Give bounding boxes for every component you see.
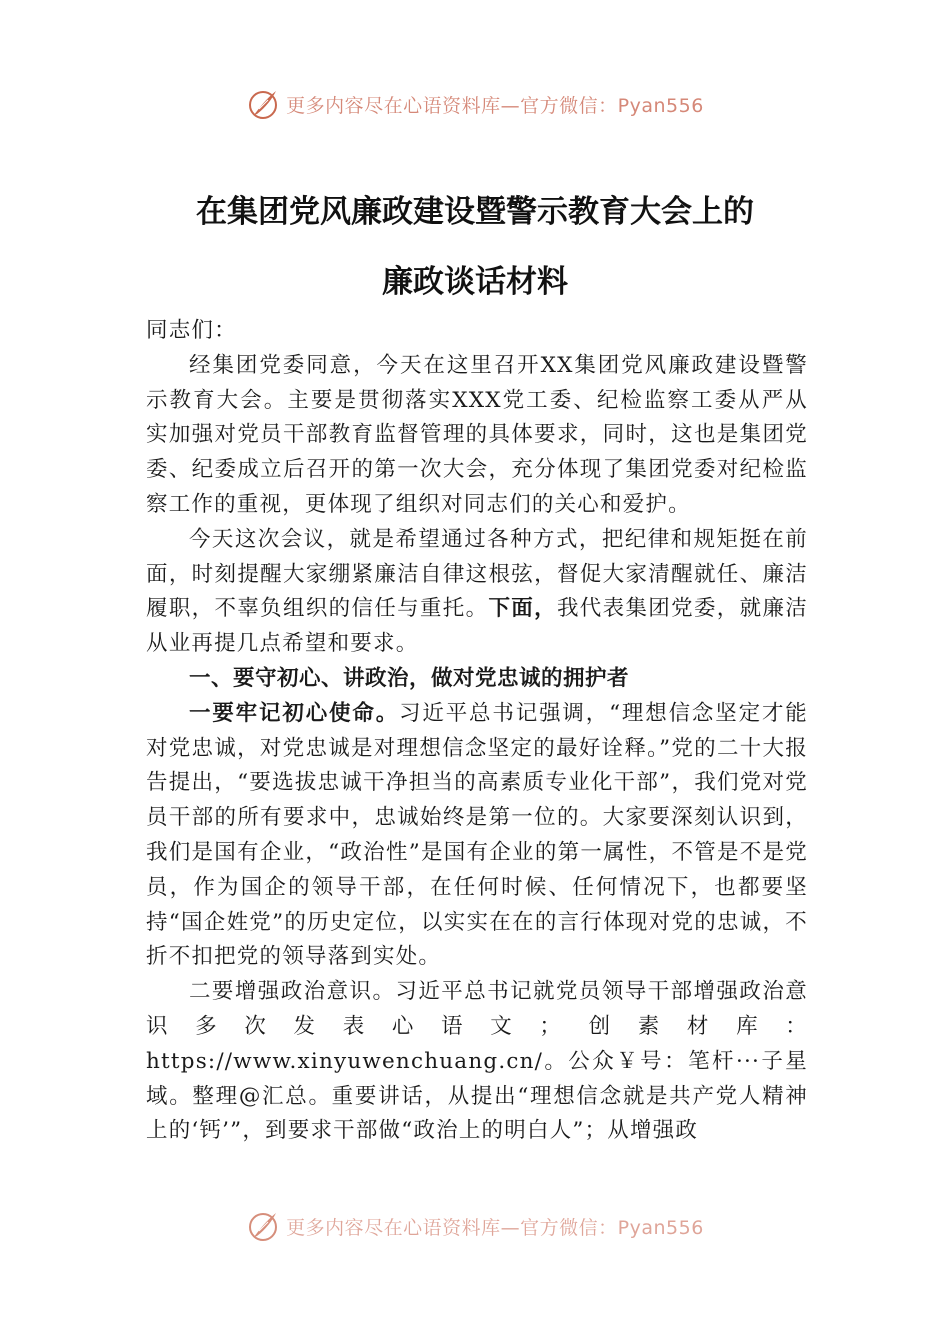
paragraph-4: 二要增强政治意识。习近平总书记就党员领导干部增强政治意识多次发表心语文；创素材库：https://www.xinyuwenchuang.cn/。公众￥号：笔杆···子星域。整理@汇总。重要讲话，从提出“理想信念就是共产党人精神上的‘钙’”，到要求干部做“政治上的明白人”；从增强政	[146, 979, 808, 1144]
section-heading-1: 一、要守初心、讲政治，做对党忠诚的拥护者	[189, 665, 630, 691]
paragraph-2-bold: 下面，	[488, 596, 557, 622]
watermark-text: 更多内容尽在心语资料库—官方微信：Pyan556	[286, 94, 704, 117]
paragraph-3-lead: 一要牢记初心使命。	[189, 700, 400, 726]
paragraph-3	[146, 697, 808, 975]
feather-pen-logo-icon	[246, 87, 280, 121]
salutation: 同志们：	[146, 318, 237, 343]
document-body	[146, 314, 808, 1214]
watermark-footer	[0, 1206, 950, 1246]
paragraph-1: 经集团党委同意，今天在这里召开XX集团党风廉政建设暨警示教育大会。主要是贯彻落实XXX党工委、纪检监察工委从严从实加强对党员干部教育监督管理的具体要求，同时，这也是集团党委、纪委成立后召开的第一次大会，充分体现了集团党委对纪检监察工作的重视，更体现了组织对同志们的关心和爱护。	[146, 352, 808, 517]
paragraph-2	[146, 523, 808, 662]
document-title-line-1: 在集团党风廉政建设暨警示教育大会上的	[196, 194, 754, 230]
paragraph-2-tail: 我代表集团党委，就廉洁从业再提几点希望和要求。	[146, 596, 808, 657]
paragraph-2-text: 今天这次会议，就是希望通过各种方式，把纪律和规矩挺在前面，时刻提醒大家绷紧廉洁自律这根弦，督促大家清醒就任、廉洁履职，不辜负组织的信任与重托。	[146, 526, 808, 622]
feather-pen-logo-icon	[246, 1209, 280, 1243]
watermark-text-footer: 更多内容尽在心语资料库—官方微信：Pyan556	[286, 1216, 704, 1239]
document-title-line-2: 廉政谈话材料	[382, 264, 568, 300]
watermark-header	[0, 84, 950, 124]
paragraph-3-text: 习近平总书记强调，“理想信念坚定才能对党忠诚，对党忠诚是对理想信念坚定的最好诠释。”党的二十大报告提出，“要选拔忠诚干净担当的高素质专业化干部”，我们党对党员干部的所有要求中，忠诚始终是第一位的。大家要深刻认识到，我们是国有企业，“政治性”是国有企业的第一属性，不管是不是党员，作为国企的领导干部，在任何时候、任何情况下，也都要坚持“国企姓党”的历史定位，以实实在在的言行体现对党的忠诚，不折不扣把党的领导落到实处。	[146, 700, 808, 970]
